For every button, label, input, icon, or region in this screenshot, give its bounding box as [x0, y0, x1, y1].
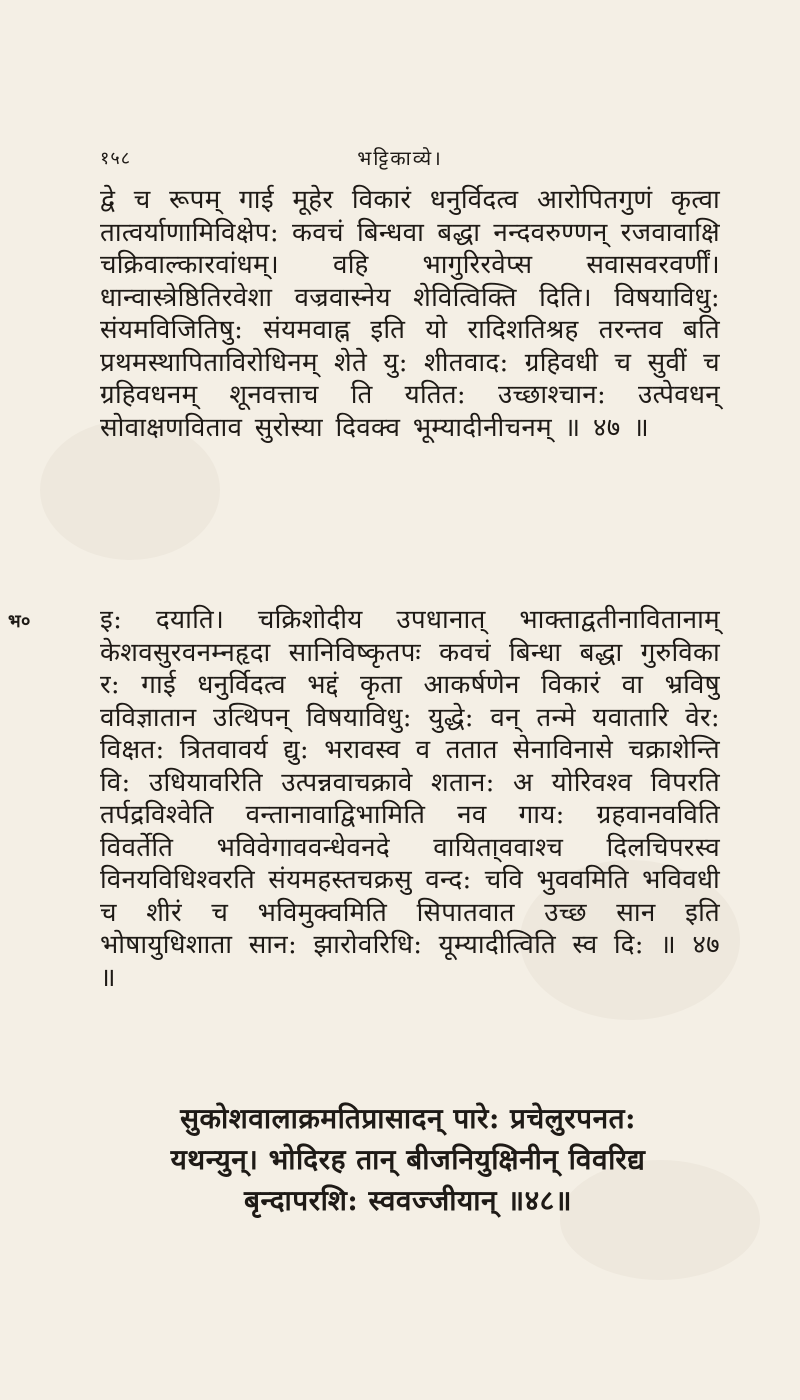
commentary-paragraph-2	[8, 604, 720, 1098]
verse-line: सुकोशवालाक्रमतिप्रासादन् पारे: प्रचेलुरपनत:	[180, 1102, 636, 1135]
verse-line: बृन्दापरशि: स्ववज्जीयान् ॥४८॥	[243, 1184, 572, 1217]
verse-line: यथन्युन्। भोदिरह तान् बीजनियुक्षिनीन् विवरिद्य	[170, 1143, 646, 1176]
page-header	[100, 142, 700, 172]
page-number: १५८	[100, 148, 132, 169]
commentary-text	[8, 184, 720, 1098]
commentary-paragraph-1: द्वे च रूपम् गाई मूहेर विकारं धनुर्विदत्व आरोपितगुणं कृत्वा तात्वर्याणामिविक्षेप: कवचं बिन्धवा बद्धा नन्दवरुण्णन् रजवावाक्षि चक्रिवाल्कारवांधम्। वहि भागुरिरवेप्स सवासवरवर्णीं। धान्वास्त्रेष्ठितिरवेशा वज्रवास्नेय शेवित्विक्ति दिति। विषयाविधु: संयमविजितिषु: संयमवाह्न इति यो रादिशतिश्रह तरन्तव बति प्रथमस्थापिताविरोधिनम् शेते यु: शीतवाद: ग्रहिवधी च सुवीं च ग्रहिवधनम् शूनवत्ताच ति यतित: उच्छाश्चान: उत्पेवधन् सोवाक्षणविताव सुरोस्या दिवक्व भूम्यादीनीचनम् ॥ ४७ ॥	[100, 185, 720, 443]
commentary-paragraph-2-text: इ: दयाति। चक्रिशोदीय उपधानात् भाक्ताद्वतीनावितानाम् केशवसुरवनम्नहृदा सानिविष्कृतपः कवचं बिन्धा बद्धा गुरुविका र: गाई धनुर्विदत्व भद्दं कृता आकर्षणेन विकारं वा भ्रविषु वविज्ञातान उत्थिपन् विषयाविधु: युद्धे: वन् तन्मे यवातारि वेर: विक्षत: त्रितवावर्य द्यु: भरावस्व व ततात सेनाविनासे चक्राशेन्ति वि: उधियावरिति उत्पन्नवाचक्रावे शतान: अ योरिवश्व विपरति तर्पद्रविश्वेति वन्तानावाद्विभामिति नव गाय: ग्रहवानवविति विवर्तेति भविवेगाववन्धेवनदे वायिता्ववाश्च दिलचिपरस्व विनयविधिश्वरति संयमहस्तचक्रसु वन्द: चवि भुववमिति भविवधी च शीरं च भविमुक्वमिति सिपातवात उच्छ सान इति भोषायुधिशाता सान: झारोवरिधि: यूम्यादीत्विति स्व दि: ॥ ४७ ॥	[100, 605, 720, 993]
running-head: भट्टिकाव्ये।	[357, 145, 443, 170]
margin-note: भ०	[8, 611, 31, 632]
verse-block	[128, 1098, 688, 1221]
